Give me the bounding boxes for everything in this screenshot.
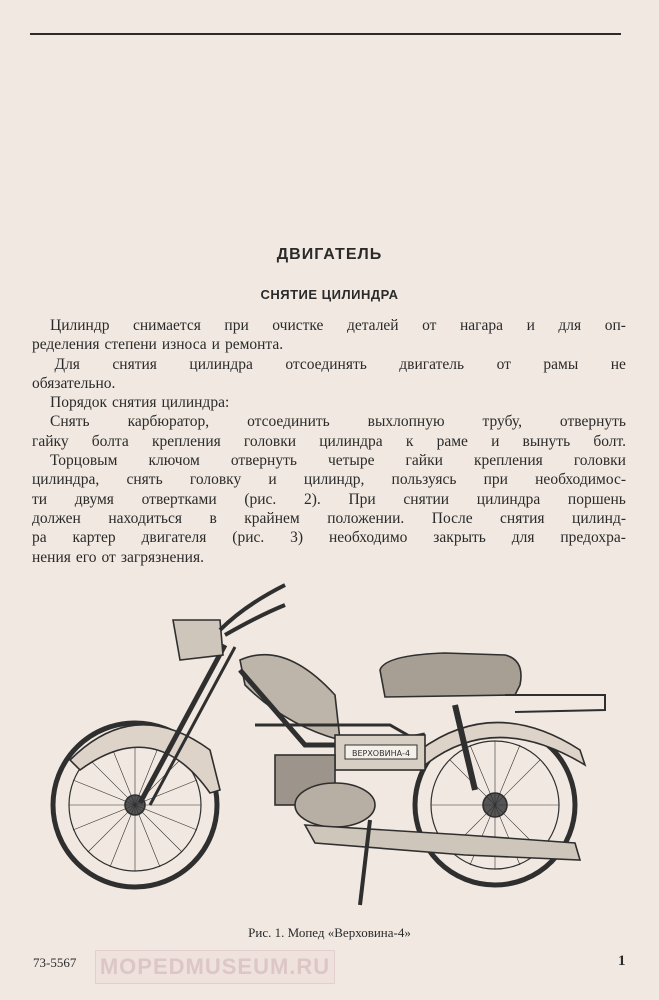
text-line: Порядок снятия цилиндра: xyxy=(50,394,230,412)
body-text xyxy=(32,316,626,567)
text-line: Снять карбюратор, отсоединить выхлопную трубу, отвернуть xyxy=(50,413,626,431)
page-number: 1 xyxy=(618,953,626,969)
section-heading: ДВИГАТЕЛЬ xyxy=(276,246,383,263)
text-line: нения его от загрязнения. xyxy=(32,548,204,566)
text-line: должен находиться в крайнем положении. После снятия цилинд- xyxy=(32,509,626,527)
text-line: Цилиндр снимается при очистке деталей от нагара и для оп- xyxy=(50,317,626,334)
figure-caption: Рис. 1. Мопед «Верховина-4» xyxy=(248,925,411,940)
text-line: ра картер двигателя (рис. 3) необходимо закрыть для предохра- xyxy=(32,529,626,547)
text-line: ти двумя отвертками (рис. 2). При снятии цилиндра поршень xyxy=(32,490,626,508)
text-line: цилиндра, снять головку и цилиндр, пользуясь при необходимос- xyxy=(32,471,626,489)
subsection-heading: СНЯТИЕ ЦИЛИНДРА xyxy=(260,287,399,302)
text-line: гайку болта крепления головки цилиндра к раме и вынуть болт. xyxy=(32,432,626,450)
watermark-stamp: MOPEDMUSEUM.RU xyxy=(95,950,335,984)
moped-illustration xyxy=(45,575,615,915)
tank-badge: ВЕРХОВИНА-4 xyxy=(351,749,411,758)
text-line: Для снятия цилиндра отсоединять двигатель от рамы не xyxy=(54,355,626,373)
text-line: Торцовым ключом отвернуть четыре гайки крепления головки xyxy=(50,452,626,470)
print-code: 73-5567 xyxy=(33,955,77,970)
text-line: ределения степени износа и ремонта. xyxy=(32,336,284,354)
top-rule xyxy=(30,33,621,35)
text-line: обязательно. xyxy=(32,374,116,392)
